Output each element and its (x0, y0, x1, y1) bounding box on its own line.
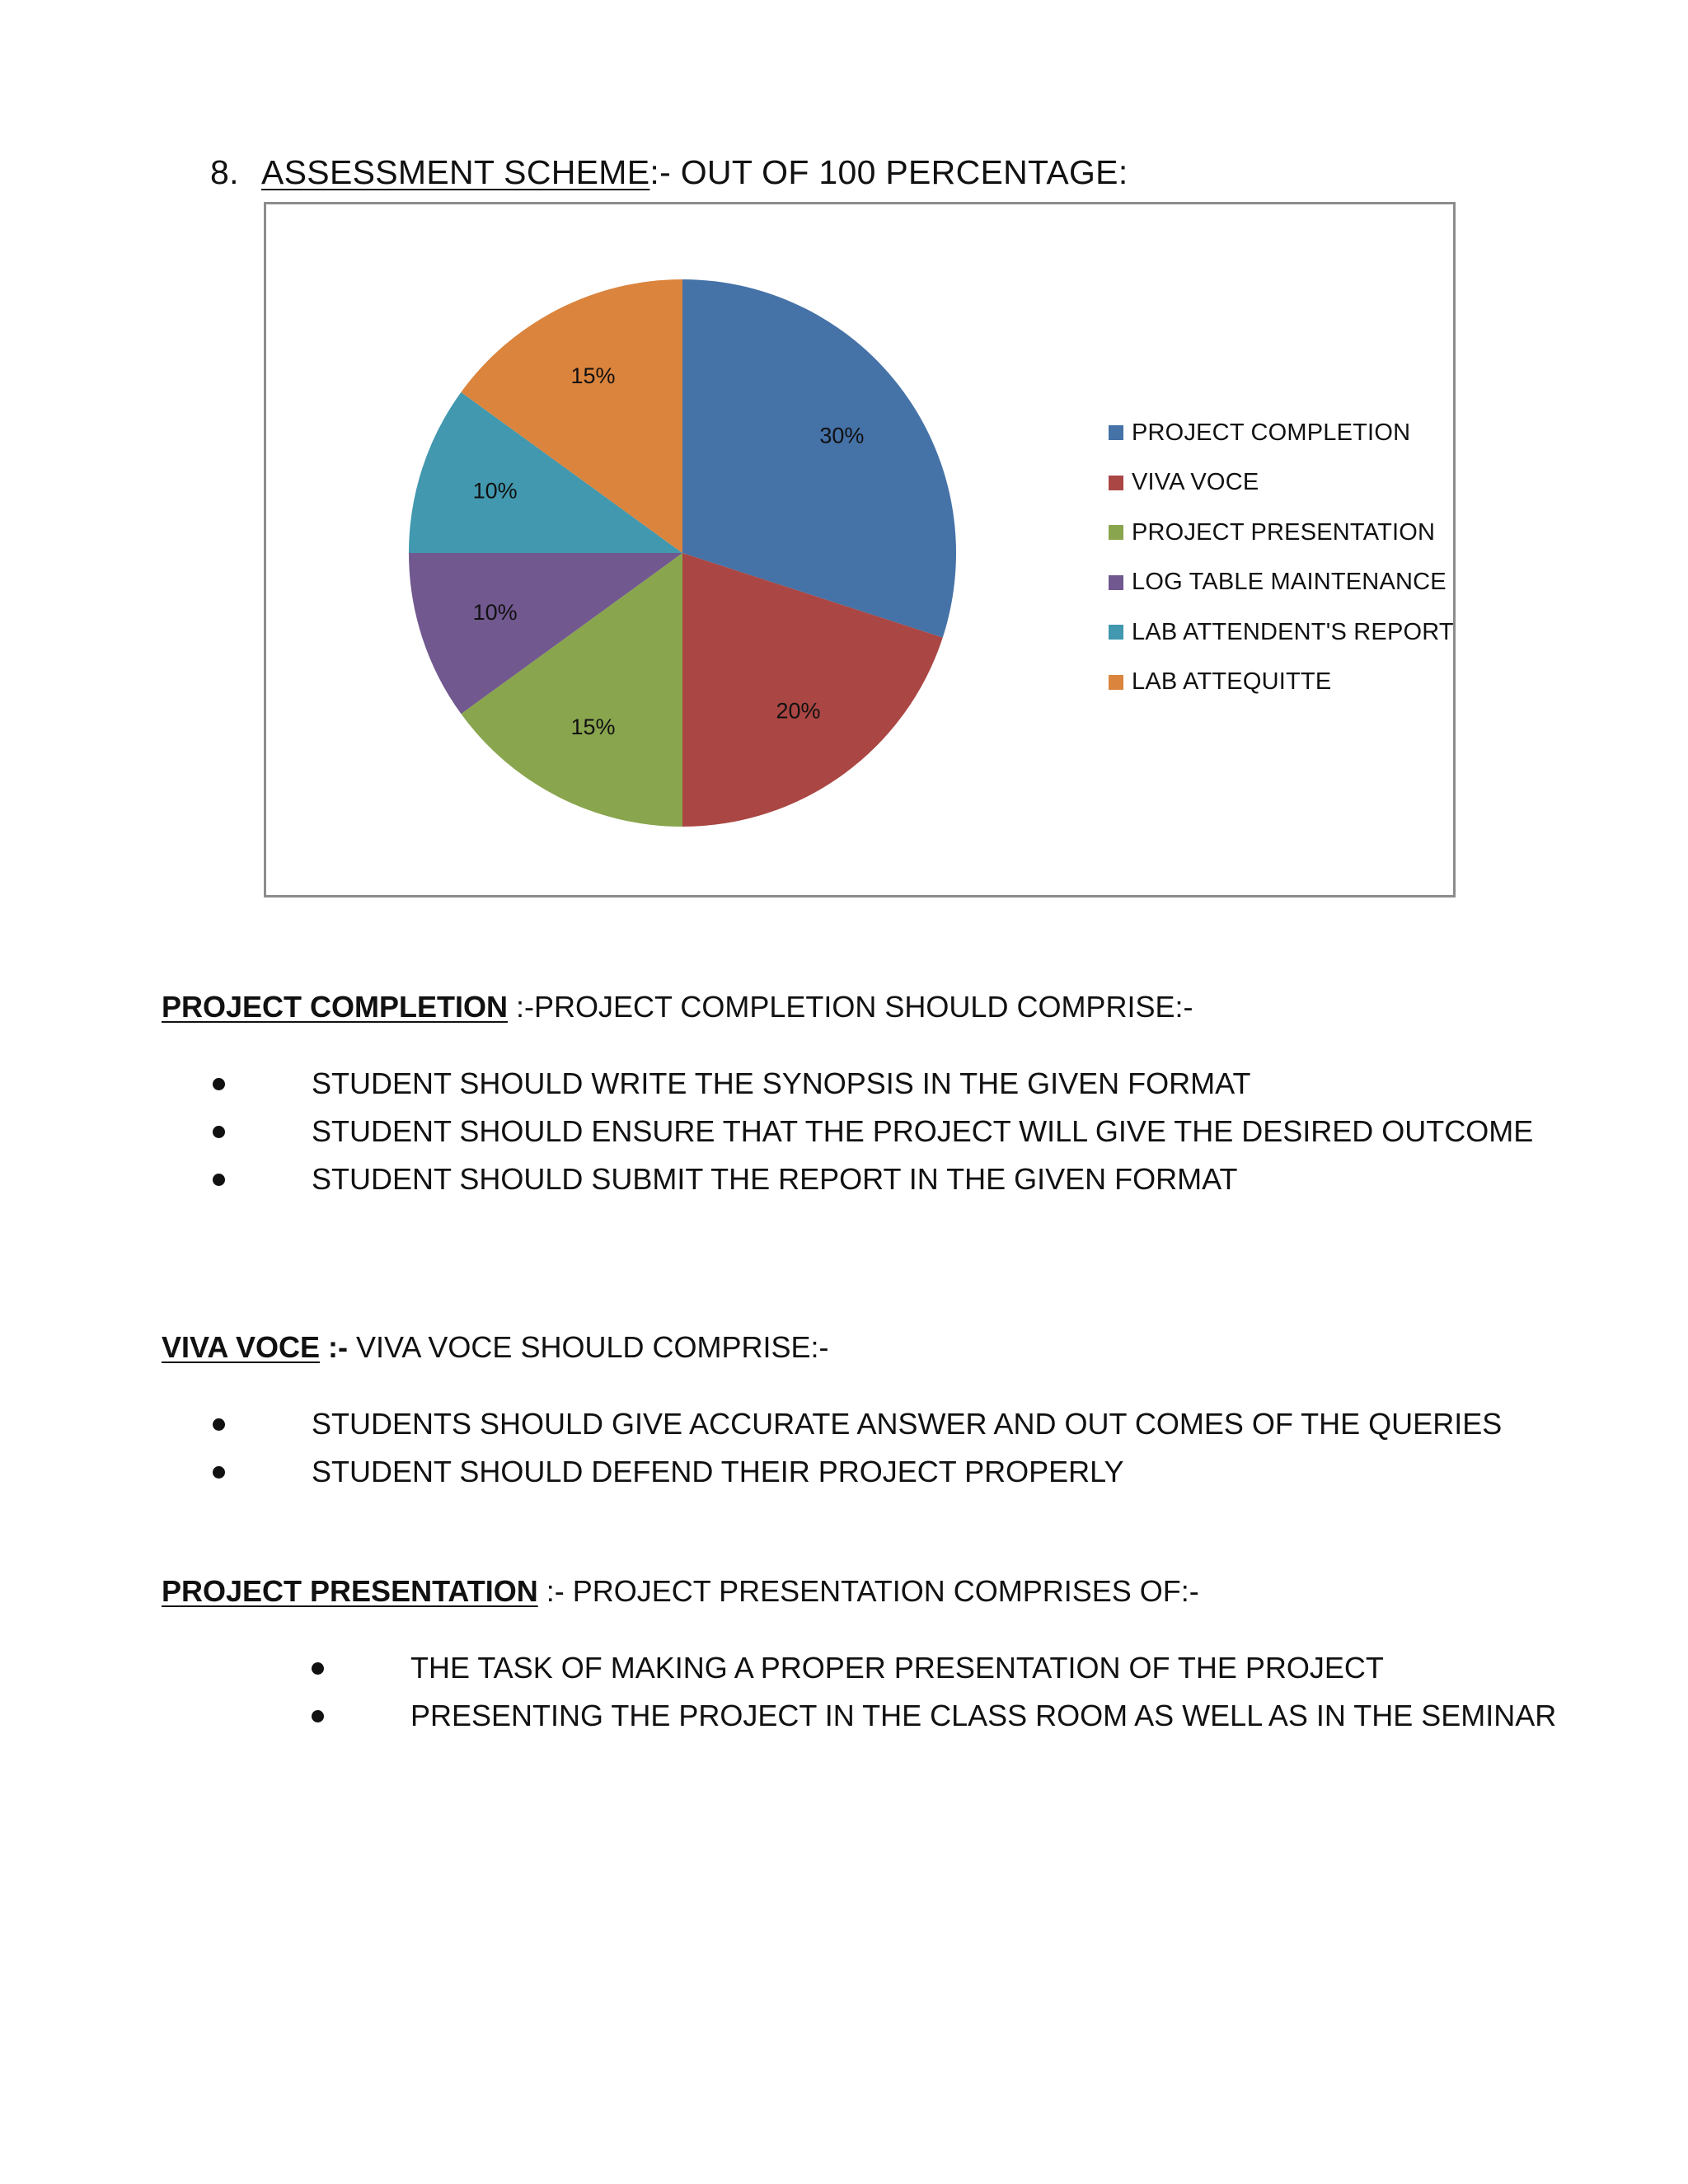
list-item (312, 1692, 1556, 1740)
legend-label: LAB ATTEQUITTE (1132, 668, 1332, 696)
list-item-text: STUDENT SHOULD DEFEND THEIR PROJECT PROPERLY (312, 1455, 1124, 1488)
heading-number: 8. (210, 153, 239, 191)
viva-voce-title (162, 1329, 828, 1366)
legend-swatch (1109, 675, 1123, 690)
pie-data-label: 10% (472, 478, 518, 504)
bullet-icon (312, 1662, 324, 1675)
list-item-text: STUDENT SHOULD ENSURE THAT THE PROJECT WILL GIVE THE DESIRED OUTCOME (312, 1114, 1534, 1148)
legend-swatch (1109, 476, 1123, 490)
legend-item (1109, 607, 1454, 658)
heading-title: ASSESSMENT SCHEME (261, 153, 650, 191)
legend-swatch (1109, 575, 1123, 590)
list-item (213, 1155, 1533, 1203)
section-heading (210, 150, 1128, 194)
viva-voce-desc: VIVA VOCE SHOULD COMPRISE:- (348, 1330, 829, 1364)
list-item (213, 1400, 1502, 1448)
bullet-icon (213, 1078, 225, 1090)
list-item (213, 1060, 1533, 1108)
legend-label: LOG TABLE MAINTENANCE (1132, 569, 1447, 596)
list-item (312, 1644, 1556, 1692)
heading-subtitle: :- OUT OF 100 PERCENTAGE: (649, 153, 1128, 191)
project-presentation-title (162, 1572, 1199, 1610)
viva-voce-list (213, 1400, 1502, 1496)
bullet-icon (213, 1466, 225, 1479)
project-completion-list (213, 1060, 1533, 1203)
project-presentation-desc: :- PROJECT PRESENTATION COMPRISES OF:- (537, 1574, 1199, 1608)
legend-item (1109, 458, 1454, 509)
legend-item (1109, 408, 1454, 458)
bullet-icon (213, 1418, 225, 1431)
pie-data-label: 15% (570, 715, 616, 740)
chart-legend (1109, 408, 1454, 707)
legend-item (1109, 558, 1454, 608)
legend-swatch (1109, 525, 1123, 540)
pie-data-label: 10% (472, 599, 518, 625)
list-item-text: STUDENT SHOULD WRITE THE SYNOPSIS IN THE GIVEN FORMAT (312, 1066, 1251, 1100)
legend-item (1109, 508, 1454, 558)
legend-swatch (1109, 625, 1123, 640)
assessment-pie-chart (264, 202, 1456, 898)
list-item-text: PRESENTING THE PROJECT IN THE CLASS ROOM AS WELL AS IN THE SEMINAR (410, 1699, 1557, 1732)
project-presentation-key: PROJECT PRESENTATION (162, 1574, 538, 1608)
legend-swatch (1109, 425, 1123, 440)
viva-voce-separator: :- (320, 1330, 349, 1364)
bullet-icon (312, 1710, 324, 1722)
bullet-icon (213, 1174, 225, 1186)
pie-data-label: 20% (776, 698, 821, 724)
list-item (213, 1108, 1533, 1155)
pie-data-label: 15% (570, 363, 616, 389)
project-presentation-list (312, 1644, 1556, 1740)
list-item-text: THE TASK OF MAKING A PROPER PRESENTATION OF THE PROJECT (410, 1651, 1384, 1685)
bullet-icon (213, 1126, 225, 1138)
project-completion-desc: :-PROJECT COMPLETION SHOULD COMPRISE:- (508, 990, 1193, 1024)
list-item-text: STUDENT SHOULD SUBMIT THE REPORT IN THE GIVEN FORMAT (312, 1162, 1238, 1196)
legend-label: VIVA VOCE (1132, 469, 1259, 496)
viva-voce-key: VIVA VOCE (162, 1330, 321, 1364)
list-item-text: STUDENTS SHOULD GIVE ACCURATE ANSWER AND OUT COMES OF THE QUERIES (312, 1407, 1503, 1441)
pie-data-label: 30% (819, 423, 865, 448)
legend-label: PROJECT COMPLETION (1132, 419, 1411, 446)
legend-item (1109, 658, 1454, 708)
list-item (213, 1448, 1502, 1496)
project-completion-title (162, 988, 1193, 1026)
legend-label: LAB ATTENDENT'S REPORT (1132, 618, 1454, 645)
legend-label: PROJECT PRESENTATION (1132, 518, 1436, 546)
project-completion-key: PROJECT COMPLETION (162, 990, 509, 1024)
